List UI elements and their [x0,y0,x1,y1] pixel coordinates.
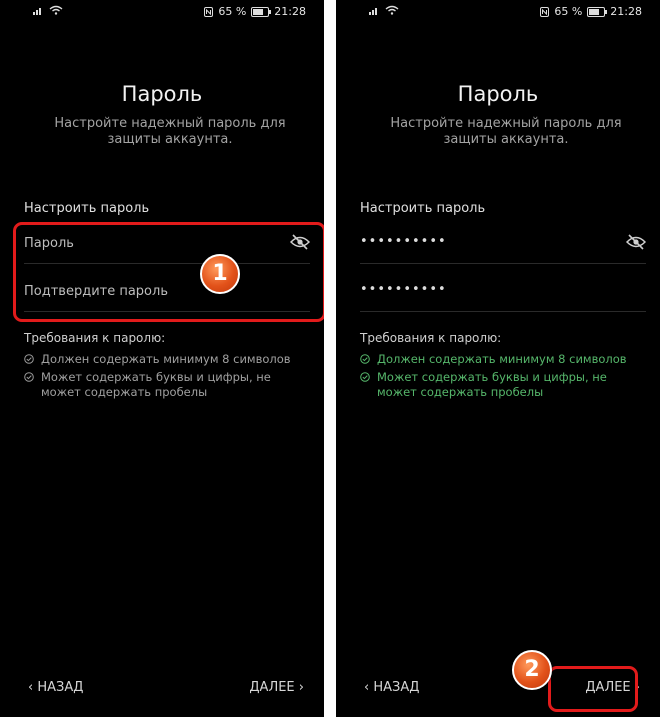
eye-off-icon[interactable] [626,234,646,250]
battery-percent: 65 % [218,5,247,18]
step-badge-2: 2 [512,650,552,690]
back-label: НАЗАД [373,680,420,695]
password-value: •••••••••• [360,234,447,249]
check-circle-icon [24,354,34,364]
confirm-password-value: •••••••••• [360,282,447,297]
page-title: Пароль [457,82,539,106]
back-button[interactable] [28,680,83,695]
confirm-password-input[interactable] [360,272,646,312]
requirement-text: Может содержать буквы и цифры, не может содержать пробелы [377,370,607,399]
requirement-text: Может содержать буквы и цифры, не может содержать пробелы [41,370,271,399]
wifi-icon [385,5,399,15]
page-subtitle: Настройте надежный пароль для защиты аккаунта. [54,116,286,147]
next-label: ДАЛЕЕ [249,680,295,695]
signal-icon [369,5,379,15]
check-circle-icon [24,372,34,382]
step-badge-1: 1 [200,254,240,294]
field-underline [360,263,646,264]
page-title: Пароль [121,82,203,106]
status-bar [0,0,324,24]
confirm-password-placeholder: Подтвердите пароль [24,284,168,299]
wifi-icon [49,5,63,15]
next-button[interactable] [249,680,304,695]
clock: 21:28 [274,5,306,18]
battery-icon [251,7,269,17]
battery-percent: 65 % [554,5,583,18]
requirement-item [360,352,646,367]
back-button[interactable] [364,680,419,695]
requirement-item [24,352,310,367]
password-placeholder: Пароль [24,236,74,251]
chevron-left-icon: ‹ [364,680,374,695]
highlight-box-next [548,666,638,712]
status-bar [336,0,660,24]
next-label: ДАЛЕЕ [585,680,631,695]
section-label: Настроить пароль [360,201,486,216]
highlight-box-fields [13,222,324,322]
clock: 21:28 [610,5,642,18]
phone-screen-right [336,0,660,717]
chevron-right-icon: › [294,680,304,695]
field-underline [360,311,646,312]
requirement-item [24,370,310,400]
requirement-text: Должен содержать минимум 8 символов [41,352,291,366]
back-label: НАЗАД [37,680,84,695]
chevron-left-icon: ‹ [28,680,38,695]
phone-screen-left [0,0,324,717]
requirements-title: Требования к паролю: [24,331,166,345]
nfc-icon [540,7,549,17]
section-label: Настроить пароль [24,201,150,216]
signal-icon [33,5,43,15]
requirements-title: Требования к паролю: [360,331,502,345]
page-subtitle: Настройте надежный пароль для защиты аккаунта. [390,116,622,147]
check-circle-icon [360,354,370,364]
requirement-text: Должен содержать минимум 8 символов [377,352,627,366]
battery-icon [587,7,605,17]
password-input[interactable] [360,224,646,264]
check-circle-icon [360,372,370,382]
requirement-item [360,370,646,400]
nfc-icon [204,7,213,17]
chevron-right-icon: › [630,680,640,695]
